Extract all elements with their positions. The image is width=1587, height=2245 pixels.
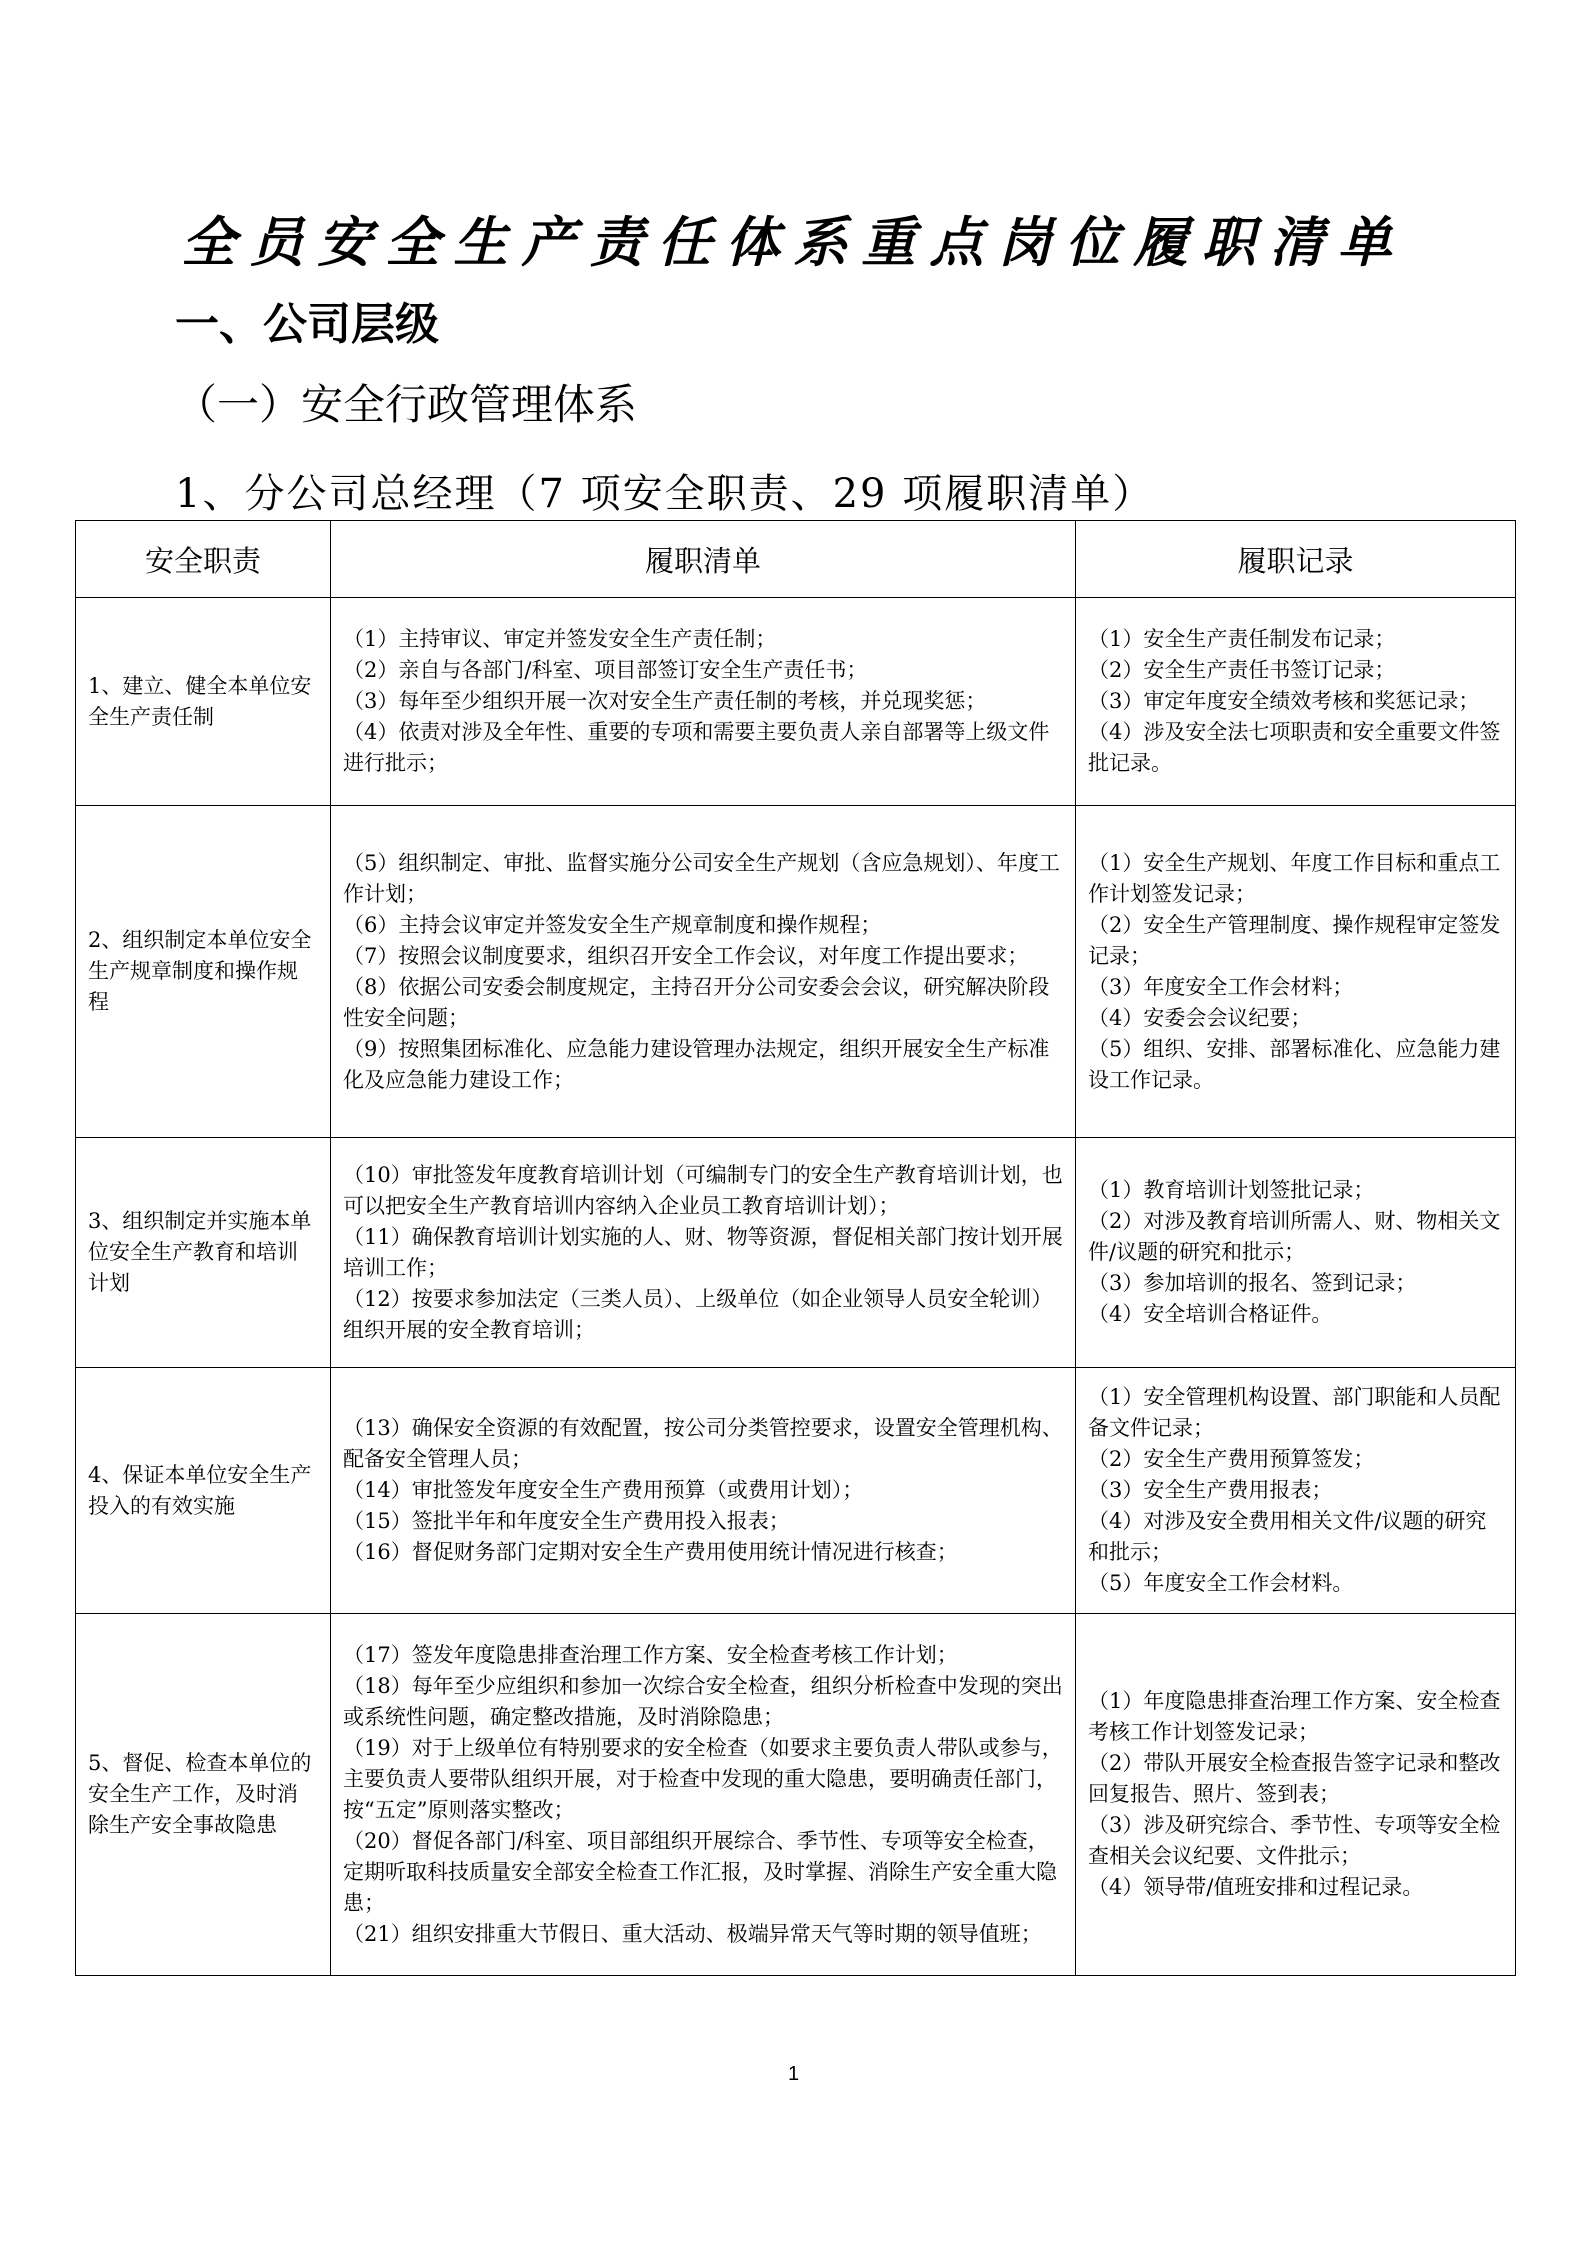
document-title: 全员安全生产责任体系重点岗位履职清单 [181, 210, 1406, 274]
records-cell [1076, 598, 1516, 806]
task-item: （10）审批签发年度教育培训计划（可编制专门的安全生产教育培训计划，也可以把安全生产教育培训内容纳入企业员工教育培训计划）； [343, 1162, 1063, 1218]
record-item: （3）年度安全工作会材料； [1088, 974, 1354, 999]
duty-table [75, 520, 1516, 1976]
record-item: （2）带队开展安全检查报告签字记录和整改回复报告、照片、签到表； [1088, 1751, 1501, 1806]
header-duty-list: 履职清单 [331, 521, 1076, 598]
task-item: （11）确保教育培训计划实施的人、财、物等资源，督促相关部门按计划开展培训工作； [343, 1224, 1063, 1280]
record-item: （1）安全生产责任制发布记录； [1088, 627, 1396, 651]
task-item: （6）主持会议审定并签发安全生产规章制度和操作规程； [343, 912, 882, 937]
duty-cell: 2、组织制定本单位安全生产规章制度和操作规程 [76, 806, 331, 1138]
task-item: （20）督促各部门/科室、项目部组织开展综合、季节性、专项等安全检查，定期听取科技质量安全部安全检查工作汇报，及时掌握、消除生产安全重大隐患； [343, 1828, 1057, 1915]
table-row [76, 1138, 1516, 1368]
record-item: （2）安全生产费用预算签发； [1088, 1447, 1375, 1471]
record-item: （1）年度隐患排查治理工作方案、安全检查考核工作计划签发记录； [1088, 1689, 1501, 1744]
duty-cell: 4、保证本单位安全生产投入的有效实施 [76, 1368, 331, 1614]
table-row [76, 806, 1516, 1138]
record-item: （1）安全管理机构设置、部门职能和人员配备文件记录； [1088, 1385, 1501, 1440]
task-item: （21）组织安排重大节假日、重大活动、极端异常天气等时期的领导值班； [343, 1921, 1042, 1946]
task-item: （18）每年至少应组织和参加一次综合安全检查，组织分析检查中发现的突出或系统性问题，确定整改措施，及时消除隐患； [343, 1673, 1063, 1729]
section-heading-level2: （一）安全行政管理体系 [175, 380, 638, 429]
section-heading-level3: 1、分公司总经理（7 项安全职责、29 项履职清单） [175, 471, 1155, 517]
task-item: （13）确保安全资源的有效配置，按公司分类管控要求，设置安全管理机构、配备安全管理人员； [343, 1416, 1063, 1471]
table-row [76, 598, 1516, 806]
record-item: （2）安全生产管理制度、操作规程审定签发记录； [1088, 912, 1501, 968]
task-item: （14）审批签发年度安全生产费用预算（或费用计划）； [343, 1478, 864, 1502]
records-cell [1076, 806, 1516, 1138]
task-item: （3）每年至少组织开展一次对安全生产责任制的考核，并兑现奖惩； [343, 689, 987, 713]
record-item: （4）对涉及安全费用相关文件/议题的研究和批示； [1088, 1509, 1487, 1564]
task-item: （12）按要求参加法定（三类人员）、上级单位（如企业领导人员安全轮训）组织开展的安全教育培训； [343, 1286, 1053, 1342]
task-item: （5）组织制定、审批、监督实施分公司安全生产规划（含应急规划）、年度工作计划； [343, 850, 1060, 906]
record-item: （3）安全生产费用报表； [1088, 1478, 1333, 1502]
tasks-cell [331, 1138, 1076, 1368]
task-item: （4）依责对涉及全年性、重要的专项和需要主要负责人亲自部署等上级文件进行批示； [343, 720, 1050, 775]
record-item: （3）参加培训的报名、签到记录； [1088, 1271, 1417, 1295]
table-row [76, 1368, 1516, 1614]
record-item: （4）安全培训合格证件。 [1088, 1302, 1333, 1326]
record-item: （1）安全生产规划、年度工作目标和重点工作计划签发记录； [1088, 850, 1501, 906]
header-duty-record: 履职记录 [1076, 521, 1516, 598]
task-item: （7）按照会议制度要求，组织召开安全工作会议，对年度工作提出要求； [343, 943, 1029, 968]
record-item: （2）安全生产责任书签订记录； [1088, 658, 1396, 682]
records-cell [1076, 1138, 1516, 1368]
tasks-cell [331, 1614, 1076, 1976]
duty-cell: 3、组织制定并实施本单位安全生产教育和培训计划 [76, 1138, 331, 1368]
tasks-cell [331, 1368, 1076, 1614]
duty-cell: 5、督促、检查本单位的安全生产工作，及时消除生产安全事故隐患 [76, 1614, 331, 1976]
task-item: （17）签发年度隐患排查治理工作方案、安全检查考核工作计划； [343, 1642, 958, 1667]
record-item: （2）对涉及教育培训所需人、财、物相关文件/议题的研究和批示； [1088, 1209, 1501, 1264]
task-item: （16）督促财务部门定期对安全生产费用使用统计情况进行核查； [343, 1540, 958, 1564]
record-item: （1）教育培训计划签批记录； [1088, 1178, 1375, 1202]
task-item: （2）亲自与各部门/科室、项目部签订安全生产责任书； [343, 658, 868, 682]
header-safety-duty: 安全职责 [76, 521, 331, 598]
records-cell [1076, 1614, 1516, 1976]
tasks-cell [331, 598, 1076, 806]
record-item: （4）领导带/值班安排和过程记录。 [1088, 1875, 1424, 1899]
section-heading-level1: 一、公司层级 [175, 299, 439, 350]
tasks-cell [331, 806, 1076, 1138]
task-item: （9）按照集团标准化、应急能力建设管理办法规定，组织开展安全生产标准化及应急能力建设工作； [343, 1036, 1050, 1092]
task-item: （19）对于上级单位有特别要求的安全检查（如要求主要负责人带队或参与，主要负责人要带队组织开展，对于检查中发现的重大隐患，要明确责任部门，按“五定”原则落实整改； [343, 1735, 1063, 1822]
task-item: （1）主持审议、审定并签发安全生产责任制； [343, 627, 777, 651]
page-number: 1 [787, 2063, 800, 2085]
table-header-row [76, 521, 1516, 598]
task-item: （15）签批半年和年度安全生产费用投入报表； [343, 1509, 790, 1533]
table-row [76, 1614, 1516, 1976]
task-item: （8）依据公司安委会制度规定，主持召开分公司安委会会议，研究解决阶段性安全问题； [343, 974, 1050, 1030]
record-item: （5）年度安全工作会材料。 [1088, 1571, 1354, 1595]
duty-cell: 1、建立、健全本单位安全生产责任制 [76, 598, 331, 806]
record-item: （4）涉及安全法七项职责和安全重要文件签批记录。 [1088, 720, 1501, 775]
record-item: （5）组织、安排、部署标准化、应急能力建设工作记录。 [1088, 1036, 1501, 1092]
record-item: （3）涉及研究综合、季节性、专项等安全检查相关会议纪要、文件批示； [1088, 1813, 1501, 1868]
records-cell [1076, 1368, 1516, 1614]
record-item: （3）审定年度安全绩效考核和奖惩记录； [1088, 689, 1480, 713]
record-item: （4）安委会会议纪要； [1088, 1005, 1312, 1030]
